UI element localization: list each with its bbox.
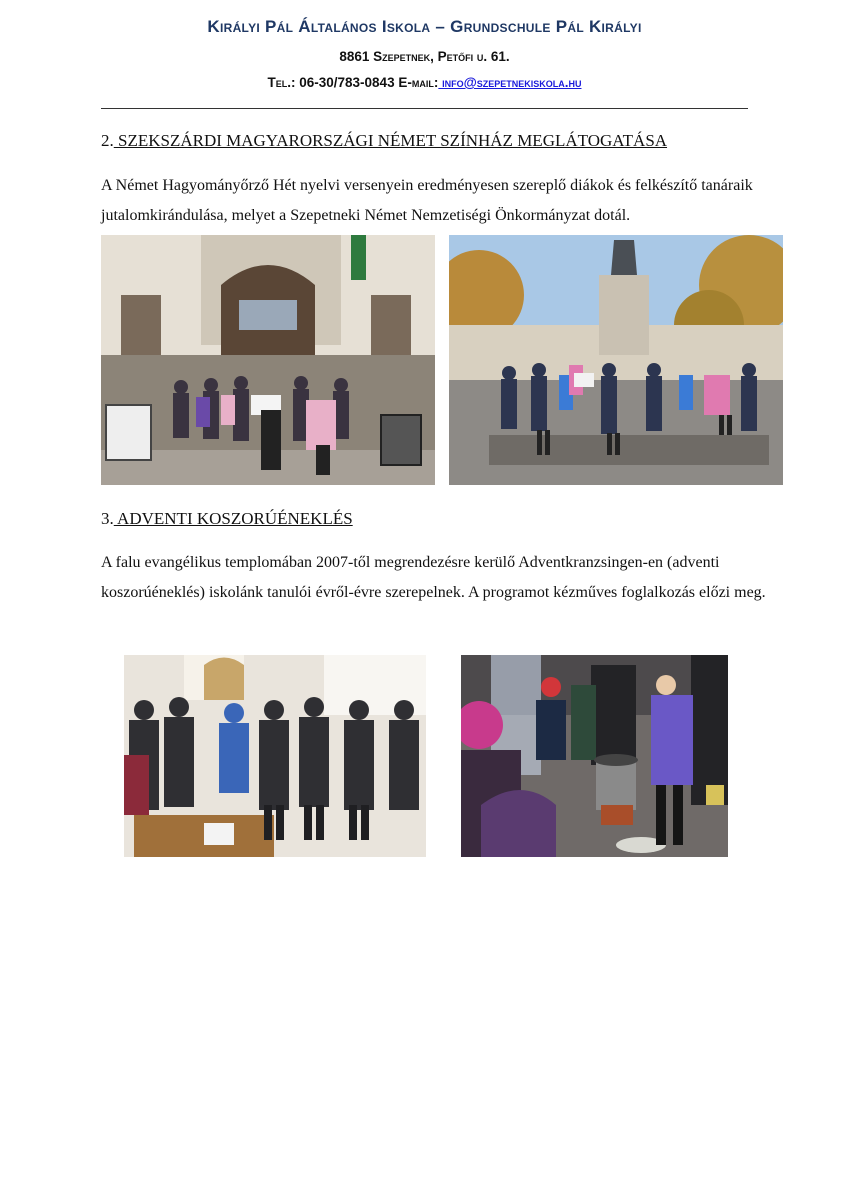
section-2-paragraph: A Német Hagyományőrző Hét nyelvi versenyein eredményesen szereplő diákok és felkészítő tanáraik jutalomkirándulása, melyet a Szepetneki Német Nemzetiségi Önkormányzat dotál. — [101, 177, 753, 224]
section-2-title — [101, 131, 667, 151]
square-group-photo — [449, 235, 783, 485]
email-link[interactable]: info@szepetnekiskola.hu — [438, 75, 582, 90]
section-3-title — [101, 509, 353, 529]
church-choir-photo — [124, 655, 426, 857]
theatre-group-photo — [101, 235, 435, 485]
section-2-heading: SZEKSZÁRDI MAGYARORSZÁGI NÉMET SZÍNHÁZ MEGLÁTOGATÁSA — [113, 131, 668, 150]
header-divider — [101, 108, 748, 109]
school-address: 8861 Szepetnek, Petőfi u. 61. — [339, 49, 510, 64]
school-header-title: Királyi Pál Általános Iskola – Grundschule Pál Királyi — [207, 17, 642, 36]
contact-prefix: Tel.: 06-30/783-0843 E-mail: — [267, 75, 439, 90]
school-contact — [0, 75, 849, 90]
section-3-paragraph: A falu evangélikus templomában 2007-től megrendezésre kerülő Adventkranzsingen-en (adventi koszorúéneklés) iskolánk tanulói évről-évre szerepelnek. A programot kézműves foglalkozás előzi meg. — [101, 554, 766, 601]
section-3-number: 3. — [101, 509, 114, 528]
section-2-number: 2. — [101, 131, 114, 150]
section-3-heading: ADVENTI KOSZORÚÉNEKLÉS — [113, 509, 353, 528]
candle-crafting-photo — [461, 655, 728, 857]
